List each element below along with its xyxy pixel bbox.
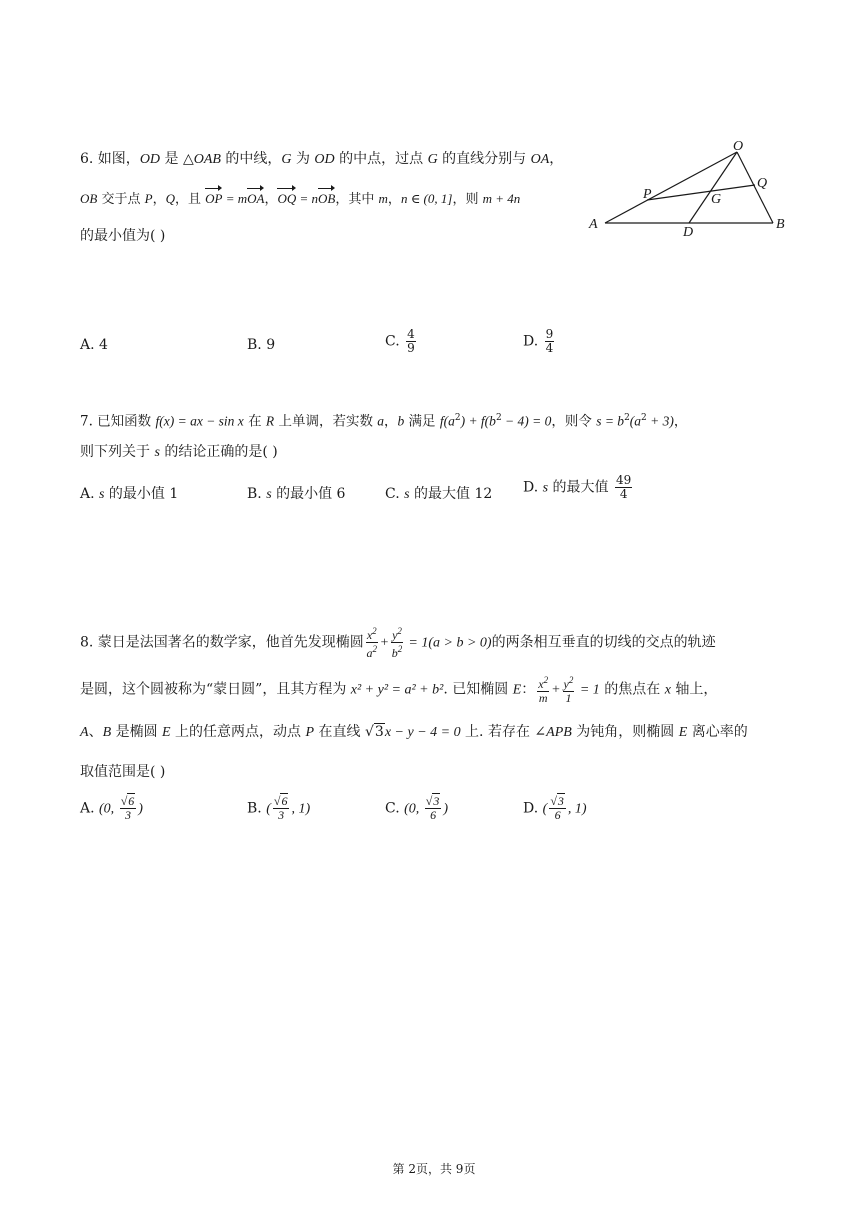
vector-op: OP <box>205 187 222 209</box>
q6-option-b[interactable]: B. 9 <box>247 337 276 353</box>
q7-option-d[interactable]: D. s 的最大值 $\frac{49}{4}$ <box>523 473 632 501</box>
side-ob <box>737 152 773 223</box>
q6-option-c[interactable]: C. $\frac{4}{9}$ <box>385 327 415 355</box>
page-footer: 第 2页，共 9页 <box>392 1162 476 1176</box>
q6-line-1: 6. 如图，OD 是 △OAB 的中线，G 为 OD 的中点，过点 G 的直线分别与 OA， <box>80 151 564 167</box>
q8-option-a[interactable]: A. (0, $\frac{√6}{3}$ ) <box>80 794 143 822</box>
sqrt-3: √3 <box>364 724 384 740</box>
label-b: B <box>776 217 785 232</box>
label-a: A <box>589 217 598 232</box>
q8-line-3: A、B 是椭圆 E 上的任意两点，动点 P 在直线 √3x − y − 4 = 0 上. 若存在 ∠APB 为钝角，则椭圆 E 离心率的 <box>80 724 748 740</box>
q7-option-a[interactable]: A. s 的最小值 1 <box>80 486 179 502</box>
q6-triangle-figure <box>585 140 795 240</box>
q7-line-1: 7. 已知函数 f(x) = ax − sin x 在 R 上单调，若实数 a，b 满足 $f(a^2) + f(b^2 - 4) = 0$，则令 $s = b^2(a^2 + 3)$， <box>80 413 688 430</box>
q6-option-a[interactable]: A. 4 <box>80 337 108 353</box>
q6-line-2: OB 交于点 P，Q，且 OP = mOA，OQ = nOB，其中 m，n ∈ (0, 1]，则 m + 4n <box>80 187 520 210</box>
side-oa <box>605 152 737 223</box>
q8-option-b[interactable]: B. ( $\frac{√6}{3}$ , 1) <box>247 794 311 822</box>
q8-line-1: 8. 蒙日是法国著名的数学家，他首先发现椭圆 $\frac{x^2}{a^2}$ + $\frac{y^2}{b^2}$ = 1(a > b > 0)的两条相互垂直的切线的交点的轨迹 <box>80 626 716 660</box>
label-g: G <box>711 192 722 207</box>
q7-number: 7. <box>80 413 93 430</box>
vector-oa: OA <box>247 187 264 209</box>
q7-option-c[interactable]: C. s 的最大值 12 <box>385 486 493 502</box>
label-p: P <box>643 187 652 202</box>
median-od <box>689 152 737 223</box>
line-pq <box>647 185 755 200</box>
label-o: O <box>733 140 744 154</box>
q8-option-c[interactable]: C. (0, $\frac{√3}{6}$ ) <box>385 794 449 822</box>
q8-line-4: 取值范围是( ) <box>80 764 166 780</box>
q8-option-d[interactable]: D. ( $\frac{√3}{6}$ , 1) <box>523 794 587 822</box>
label-q: Q <box>757 176 768 191</box>
q6-number: 6. <box>80 151 94 167</box>
q7-option-b[interactable]: B. s 的最小值 6 <box>247 486 346 502</box>
label-d: D <box>683 225 694 240</box>
q8-number: 8. <box>80 634 94 651</box>
q6-option-d[interactable]: D. $\frac{9}{4}$ <box>523 327 554 355</box>
q6-line-3: 的最小值为( ) <box>80 228 166 244</box>
vector-oq: OQ <box>277 187 296 209</box>
q7-line-2: 则下列关于 s 的结论正确的是( ) <box>80 444 278 460</box>
q8-line-2: 是圆，这个圆被称为“蒙日圆”，且其方程为 x² + y² = a² + b². 已知椭圆 E： $\frac{x^2}{m}$ + $\frac{y^2}{1}$ = 1 的焦点在 x 轴上， <box>80 675 718 705</box>
vector-ob: OB <box>318 187 335 209</box>
